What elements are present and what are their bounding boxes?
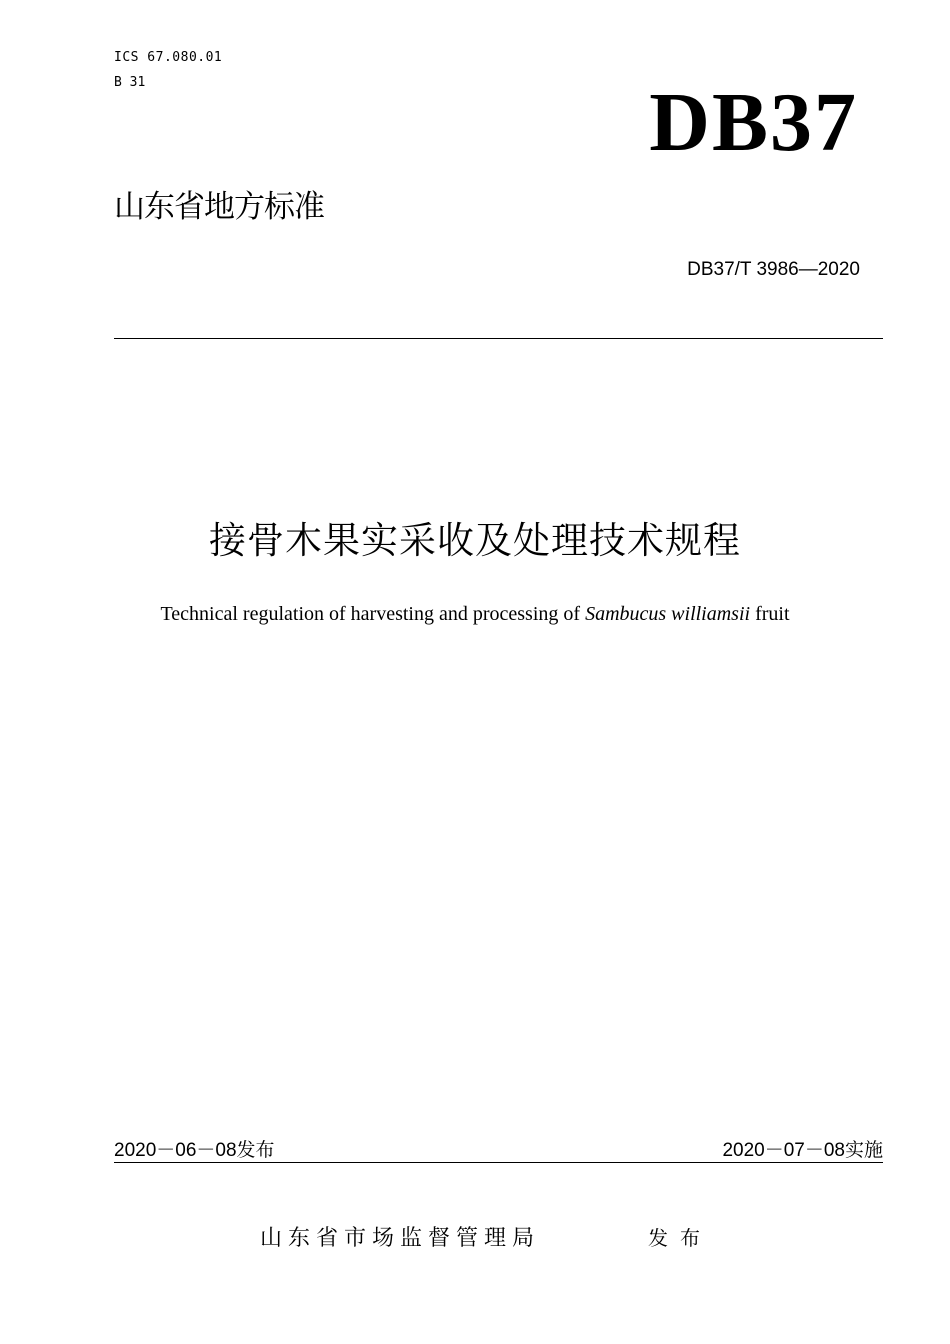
ccs-code: B 31 — [114, 75, 146, 90]
title-english-prefix: Technical regulation of harvesting and processing of — [160, 603, 586, 625]
ics-code: ICS 67.080.01 — [114, 50, 223, 65]
issuer: 山东省市场监督管理局 — [260, 1226, 541, 1251]
implement-date-line — [722, 1138, 883, 1163]
top-divider — [114, 338, 883, 339]
standard-type: 山东省地方标准 — [114, 189, 324, 225]
standard-number: DB37/T 3986—2020 — [687, 259, 860, 280]
publish-label: 发布 — [236, 1139, 275, 1161]
issued-label: 发布 — [648, 1226, 712, 1250]
db-mark: DB37 — [649, 76, 858, 169]
implement-date: 2020－07－08 — [722, 1140, 845, 1161]
title-chinese: 接骨木果实采收及处理技术规程 — [209, 519, 741, 562]
title-english-species: Sambucus williamsii — [585, 603, 751, 625]
title-english-suffix: fruit — [750, 603, 790, 625]
publish-date-line — [114, 1138, 275, 1163]
bottom-divider — [114, 1162, 883, 1163]
title-english — [0, 601, 950, 627]
publish-date: 2020－06－08 — [114, 1140, 237, 1161]
implement-label: 实施 — [844, 1139, 883, 1161]
